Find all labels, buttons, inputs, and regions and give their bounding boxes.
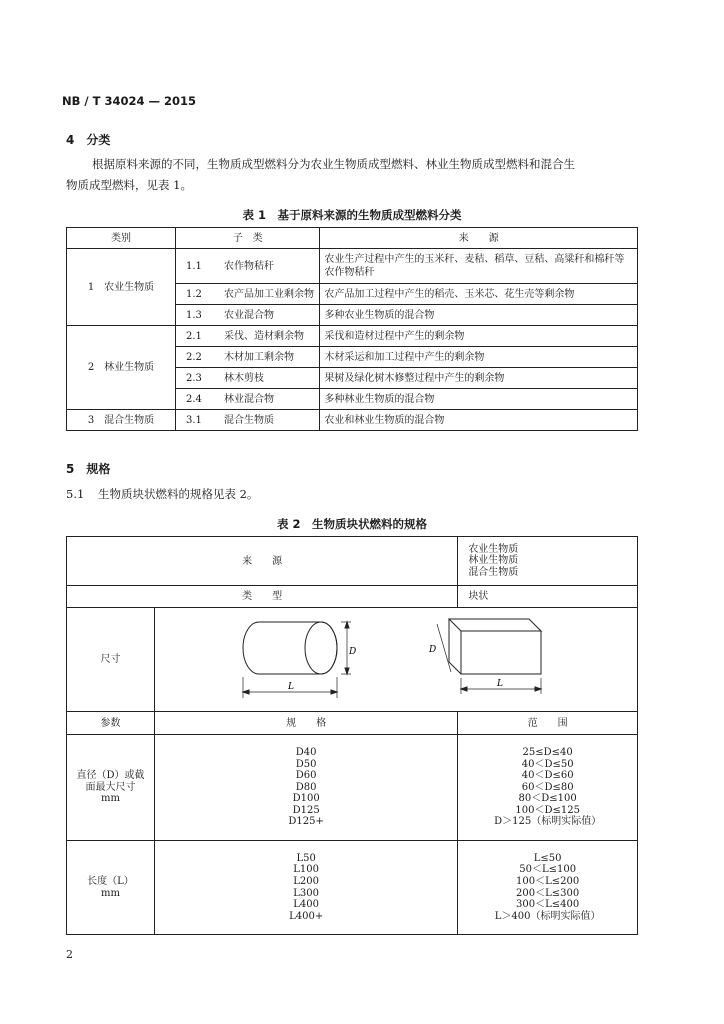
spec-value: L50	[296, 852, 316, 864]
table2-source-label: 来 源	[67, 537, 458, 586]
range-value: L≤50	[533, 852, 562, 864]
section-5-title: 5 规格	[66, 462, 111, 476]
cylinder-d-label: D	[349, 647, 357, 657]
table2-length-label	[67, 841, 155, 935]
range-value: 40＜D≤50	[521, 758, 574, 770]
spec-value: L400+	[289, 910, 324, 922]
table1-caption: 表 1 基于原料来源的生物质成型燃料分类	[242, 208, 462, 222]
table-row	[67, 326, 638, 347]
table1-name: 农作物秸秆	[224, 249, 320, 284]
range-value: 300＜L≤400	[516, 899, 580, 911]
table1-header-category: 类别	[67, 228, 176, 249]
spec-value: D60	[295, 770, 317, 782]
spec-value: L200	[293, 875, 320, 887]
table2-param-header: 参数	[67, 712, 155, 735]
range-value: 25≤D≤40	[522, 746, 573, 758]
range-value: 100＜L≤200	[516, 875, 580, 887]
table1-name: 采伐、造材剩余物	[224, 326, 320, 347]
table1-category: 2 林业生物质	[67, 326, 176, 410]
table2	[66, 536, 638, 935]
table1-source: 多种林业生物质的混合物	[320, 389, 638, 410]
label-line: 直径（D）或截	[76, 770, 145, 782]
table1-source: 多种农业生物质的混合物	[320, 305, 638, 326]
cylinder-l-label: L	[288, 682, 294, 692]
table1-code: 2.1	[176, 326, 225, 347]
table1-name: 农产品加工业剩余物	[224, 284, 320, 305]
table1-code: 2.2	[176, 347, 225, 368]
table2-caption: 表 2 生物质块状燃料的规格	[276, 517, 427, 531]
table2-type-value: 块状	[458, 586, 638, 608]
table1-source: 果树及绿化树木修整过程中产生的剩余物	[320, 368, 638, 389]
table1-name: 林业混合物	[224, 389, 320, 410]
table1-source: 农业生产过程中产生的玉米秆、麦秸、稻草、豆秸、高粱秆和棉秆等农作物秸秆	[320, 249, 638, 284]
table1-source: 农业和林业生物质的混合物	[320, 410, 638, 431]
cylinder-diagram	[243, 622, 351, 698]
spec-value: D40	[295, 746, 317, 758]
document-header: NB / T 34024 — 2015	[62, 94, 196, 108]
table2-source-values	[458, 537, 638, 586]
spec-value: L400	[293, 899, 320, 911]
table2-size-label: 尺寸	[67, 608, 155, 712]
table-row	[67, 841, 638, 935]
table1-source: 农产品加工过程中产生的稻壳、玉米芯、花生壳等剩余物	[320, 284, 638, 305]
spec-value: D125	[292, 804, 320, 816]
source-value: 农业生物质	[468, 543, 519, 555]
table2-length-specs	[155, 841, 458, 935]
spec-value: L100	[293, 864, 320, 876]
range-value: 60＜D≤80	[521, 781, 574, 793]
table2-type-label: 类 型	[67, 586, 458, 608]
table2-diameter-ranges	[458, 735, 638, 841]
range-value: L＞400（标明实际值）	[494, 910, 601, 922]
table1-category: 3 混合生物质	[67, 410, 176, 431]
table1-source: 采伐和造材过程中产生的剩余物	[320, 326, 638, 347]
spec-value: D125+	[288, 816, 324, 828]
table1-code: 3.1	[176, 410, 225, 431]
range-value: 40＜D≤60	[521, 770, 574, 782]
label-line: 面最大尺寸	[85, 781, 136, 793]
table2-range-header: 范 围	[458, 712, 638, 735]
table1-category: 1 农业生物质	[67, 249, 176, 326]
range-value: D＞125（标明实际值）	[494, 816, 602, 828]
table-row	[67, 249, 638, 284]
source-value: 混合生物质	[468, 566, 519, 578]
table2-spec-header: 规 格	[155, 712, 458, 735]
spec-value: D100	[292, 793, 320, 805]
table-row	[67, 410, 638, 431]
table1-name: 林木剪枝	[224, 368, 320, 389]
table-row	[67, 735, 638, 841]
range-value: 80＜D≤100	[518, 793, 577, 805]
section-5-1-number: 5.1	[66, 487, 85, 501]
shape-diagrams	[155, 608, 637, 711]
spec-value: D50	[295, 758, 317, 770]
table2-size-diagrams	[155, 608, 638, 712]
table1-name: 木材加工剩余物	[224, 347, 320, 368]
table1-header-source: 来 源	[320, 228, 638, 249]
table1-name: 混合生物质	[224, 410, 320, 431]
label-line: 长度（L）	[87, 875, 134, 887]
label-line: mm	[101, 793, 120, 805]
table2-diameter-label	[67, 735, 155, 841]
label-line: mm	[101, 887, 120, 899]
table1-name: 农业混合物	[224, 305, 320, 326]
table1-code: 1.1	[176, 249, 225, 284]
range-value: 100＜D≤125	[515, 804, 580, 816]
section-4-para-line2: 物质成型燃料，见表 1。	[66, 178, 192, 192]
section-5-1	[66, 484, 258, 505]
table1-code: 2.3	[176, 368, 225, 389]
table1-code: 1.3	[176, 305, 225, 326]
spec-value: D80	[295, 781, 317, 793]
spec-value: L300	[293, 887, 320, 899]
block-diagram	[437, 619, 541, 694]
page-number: 2	[66, 948, 73, 961]
table2-diameter-specs	[155, 735, 458, 841]
table1-source: 木材采运和加工过程中产生的剩余物	[320, 347, 638, 368]
range-value: 50＜L≤100	[519, 864, 577, 876]
section-4-title: 4 分类	[66, 133, 111, 147]
section-5-1-text: 生物质块状燃料的规格见表 2。	[97, 487, 259, 501]
table1-header-subclass: 子 类	[176, 228, 320, 249]
section-4-para-line1: 根据原料来源的不同，生物质成型燃料分为农业生物质成型燃料、林业生物质成型燃料和混合生	[92, 157, 575, 171]
table1	[66, 227, 638, 431]
table2-length-ranges	[458, 841, 638, 935]
source-value: 林业生物质	[468, 555, 519, 567]
block-d-label: D	[429, 645, 437, 655]
block-l-label: L	[497, 679, 503, 689]
range-value: 200＜L≤300	[516, 887, 580, 899]
table1-code: 1.2	[176, 284, 225, 305]
table1-code: 2.4	[176, 389, 225, 410]
